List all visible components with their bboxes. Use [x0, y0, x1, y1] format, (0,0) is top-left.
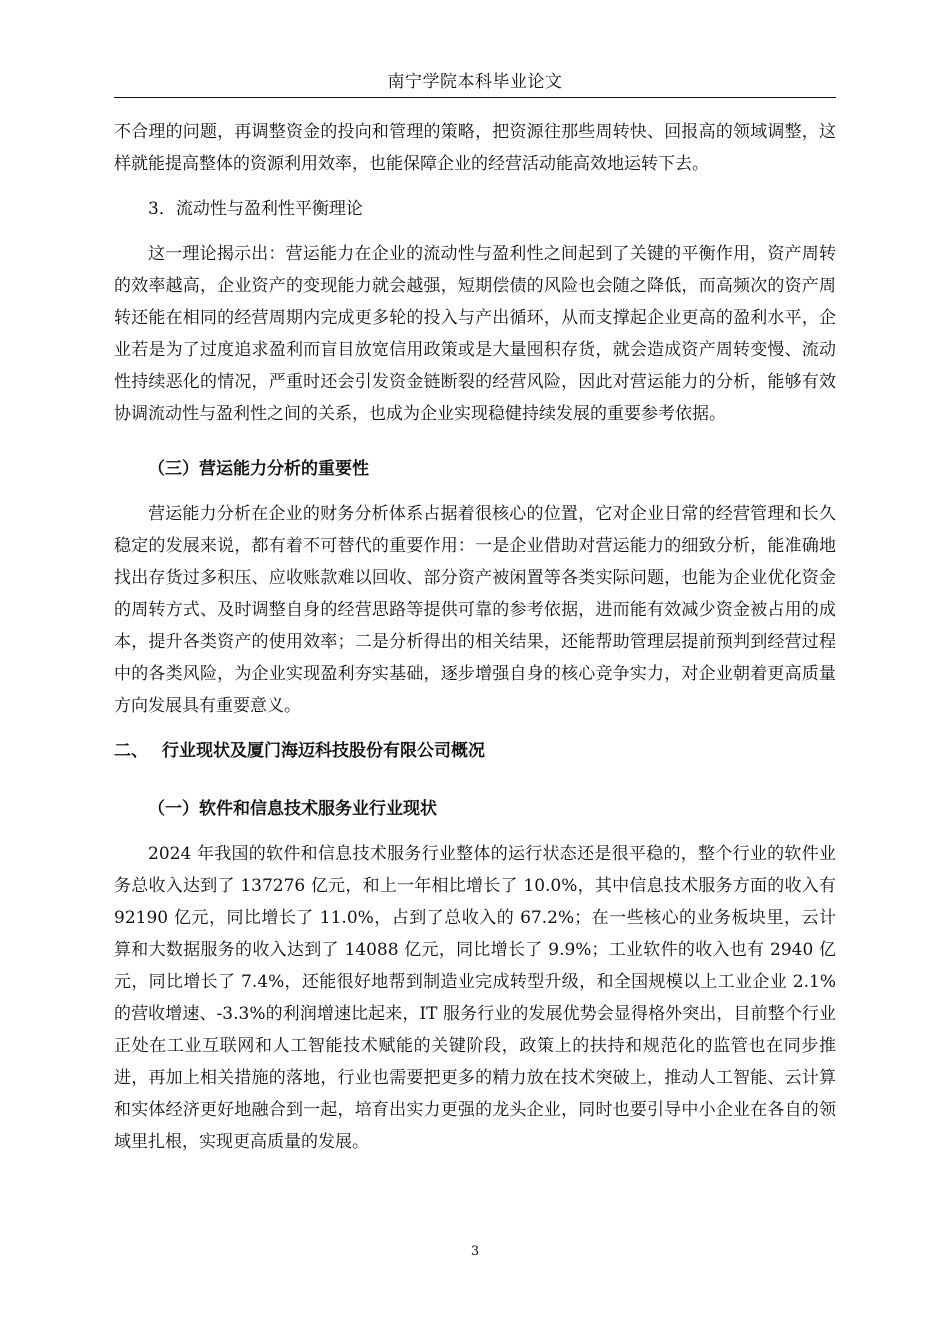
paragraph-balance-theory: 这一理论揭示出：营运能力在企业的流动性与盈利性之间起到了关键的平衡作用，资产周转的效率越高，企业资产的变现能力就会越强，短期偿债的风险也会随之降低，而高频次的资产周转还能在相同的经营周期内完成更多轮的投入与产出循环，从而支撑起企业更高的盈利水平，企业若是为了过度追求盈利而盲目放宽信用政策或是大量囤积存货，就会造成资产周转变慢、流动性持续恶化的情况，严重时还会引发资金链断裂的经营风险，因此对营运能力的分析，能够有效协调流动性与盈利性之间的关系，也成为企业实现稳健持续发展的重要参考依据。	[114, 244, 836, 424]
running-header: 南宁学院本科毕业论文	[387, 72, 563, 92]
page-number: 3	[470, 1244, 480, 1259]
chapter-heading	[114, 722, 836, 780]
chapter-heading-text: 行业现状及厦门海迈科技股份有限公司概况	[162, 741, 485, 761]
heading-industry-status: （一）软件和信息技术服务业行业现状	[148, 799, 437, 819]
paragraph-industry-status: 2024 年我国的软件和信息技术服务行业整体的运行状态还是很平稳的，整个行业的软件业务总收入达到了 137276 亿元，和上一年相比增长了 10.0%，其中信息技术服务方面的收入有 92190 亿元，同比增长了 11.0%，占到了总收入的 67.2%；在一些核心的业务板块里，云计算和大数据服务的收入达到了 14088 亿元，同比增长了 9.9%；工业软件的收入也有 2940 亿元，同比增长了 7.4%，还能很好地帮到制造业完成转型升级，和全国规模以上工业企业 2.1%的营收增速、-3.3%的利润增速比起来，IT 服务行业的发展优势会显得格外突出，目前整个行业正处在工业互联网和人工智能技术赋能的关键阶段，政策上的扶持和规范化的监管也在同步推进，再加上相关措施的落地，行业也需要把更多的精力放在技术突破上，推动人工智能、云计算和实体经济更好地融合到一起，培育出实力更强的龙头企业，同时也要引导中小企业在各自的领域里扎根，实现更高质量的发展。	[114, 844, 836, 1152]
paragraph-continued: 不合理的问题，再调整资金的投向和管理的策略，把资源往那些周转快、回报高的领域调整，这样就能提高整体的资源利用效率，也能保障企业的经营活动能高效地运转下去。	[114, 122, 836, 174]
heading-liquidity-profitability-theory: 3．流动性与盈利性平衡理论	[148, 199, 363, 219]
page-body	[114, 116, 836, 1158]
chapter-heading-number: 二、	[114, 741, 148, 761]
heading-importance-of-analysis: （三）营运能力分析的重要性	[148, 459, 369, 479]
header-rule	[114, 97, 836, 98]
paragraph-importance: 营运能力分析在企业的财务分析体系占据着很核心的位置，它对企业日常的经营管理和长久稳定的发展来说，都有着不可替代的重要作用：一是企业借助对营运能力的细致分析，能准确地找出存货过多积压、应收账款难以回收、部分资产被闲置等各类实际问题，也能为企业优化资金的周转方式、及时调整自身的经营思路等提供可靠的参考依据，进而能有效减少资金被占用的成本，提升各类资产的使用效率；二是分析得出的相关结果，还能帮助管理层提前预判到经营过程中的各类风险，为企业实现盈利夯实基础，逐步增强自身的核心竞争实力，对企业朝着更高质量方向发展具有重要意义。	[114, 504, 836, 716]
